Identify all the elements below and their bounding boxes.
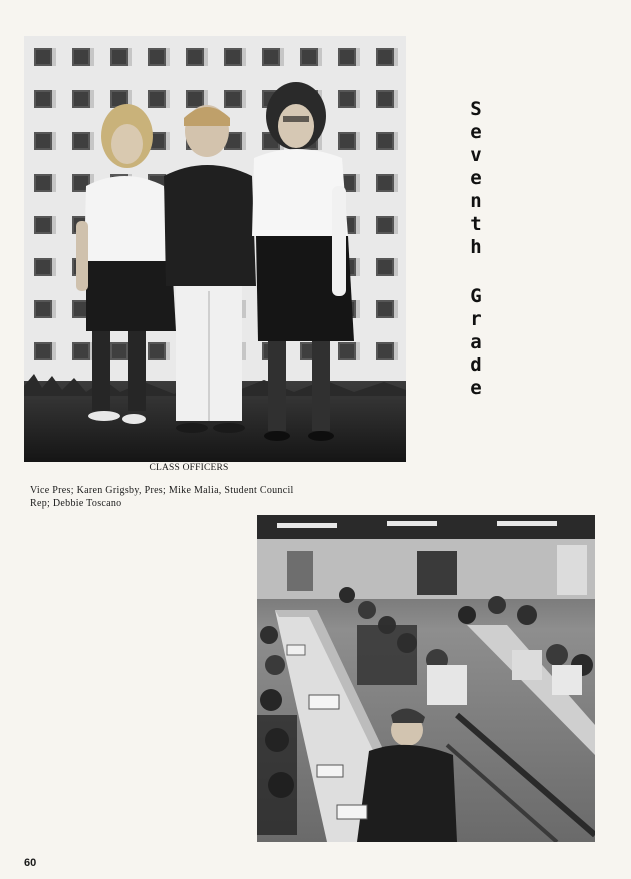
heading-word-grade (470, 285, 481, 400)
heading-letter: v (470, 144, 482, 166)
heading-letter: G (470, 285, 482, 307)
heading-word-seventh (470, 98, 481, 259)
heading-letter: e (470, 167, 482, 189)
heading-letter: r (470, 308, 482, 330)
heading-letter: n (470, 190, 482, 212)
photo-caption-names (30, 484, 360, 510)
caption-line: Vice Pres; Karen Grigsby, Pres; Mike Malia, Student Council (30, 485, 294, 496)
heading-letter: e (470, 121, 482, 143)
heading-letter: h (470, 236, 482, 258)
heading-letter: e (470, 377, 482, 399)
section-heading (462, 98, 490, 400)
cafeteria-photo (257, 515, 595, 842)
heading-letter: S (470, 98, 482, 120)
caption-line: Rep; Debbie Toscano (30, 498, 122, 509)
heading-letter: a (470, 331, 482, 353)
heading-letter: d (470, 354, 482, 376)
page-number: 60 (24, 857, 37, 869)
photo-caption-title: CLASS OFFICERS (149, 463, 229, 473)
class-officers-photo (24, 36, 406, 462)
heading-letter: t (470, 213, 482, 235)
